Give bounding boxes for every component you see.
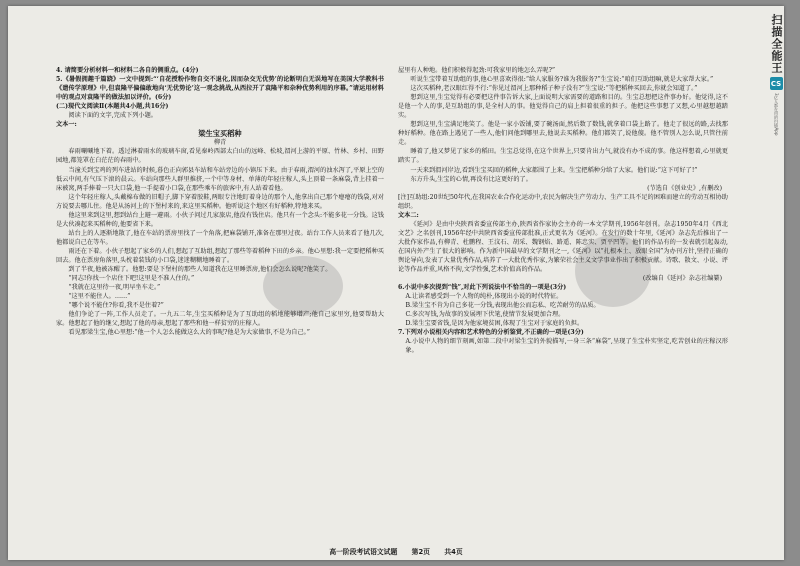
reading-instruction: 阅读下面的文字,完成下列小题。 — [68, 112, 157, 120]
story-paragraph: 这个年轻庄稼人,头戴棉布做的旧帽子,脚下穿着胶鞋,两眼专注地盯着身边的那个人,他拿出自己那个瘪瘪的钱袋,对对方说要去哪儿住。他是从汤河上的下堡村来的,来这里买稻种。他听说这个地区有好稻种,特地来买。 — [56, 193, 384, 210]
exam-page — [8, 6, 784, 560]
story-paragraph: 他这里来到这里,想到站台上避一避雨。小伙子问过几家旅店,他没有钱住店。他只有一个念头:不能多花一分钱。这钱是大伙凑起来买稻种的,他要省下来。 — [56, 211, 384, 228]
story-dialogue: “这里不能住人。……” — [68, 293, 131, 301]
footer-title: 高一阶段考试语文试题 — [329, 548, 398, 556]
watermark-brand: 扫描全能王 — [770, 14, 783, 74]
question-5: 5.《暑假拥趣千篇跷》一文中提到:“‘自花授粉作物自交不退化,因而杂交无优势’的论断明白无误地写在美国大学教科书《遗传学原理》中,但袁隆平偏偏敢地向‘无优势论’这一观念挑战,从西拉开了袁隆平和杂种优势利用的序幕。”请运用材料中的观点对袁隆平的做法加以评价。(6分) — [56, 76, 384, 102]
story-paragraph: 雨还在下着。小伙子想起了家乡的人们,想起了互助组,想起了那些等着稻种下田的乡亲。他心里想:我一定要把稻种买回去。他在票房角落里,头枕着装钱的小口袋,迷迷糊糊地睡着了。 — [56, 247, 384, 264]
excerpt-source: (节选自《创业史》,有删改) — [647, 184, 722, 192]
story-paragraph: 站台上的人逐渐地散了,他在车站的票房里找了一个角落,把麻袋铺开,准备在那里过夜。站台工作人员来看了他几次,他都说自己在等车。 — [56, 229, 384, 246]
camscanner-logo-icon: CS — [770, 77, 783, 90]
q6-option-b: B.梁生宝不肯为自己多花一分钱,表现出他公而忘私、吃苦耐劳的品质。 — [405, 302, 600, 310]
story-paragraph: 春雨唰唰地下着。透过淋着雨水的玻璃车窗,看见秦岭西部太白山的远峰、松坡,渭河上游的平原、竹林、乡村、田野园地,都笼罩在白茫茫的春雨中。 — [56, 148, 384, 165]
text1-label: 文本一: — [56, 121, 77, 129]
text2-source: (改编自《延河》杂志社编纂) — [642, 275, 722, 283]
story-paragraph: 这次买稻种,老汉眼红得不行:“你见过渭河上那种稻子种子没有?”生宝说:“等把稻种买回去,你就会知道了。” — [410, 85, 698, 93]
story-dialogue: “同志!你找一个店住下吧!这里是不准人住的。” — [68, 275, 195, 283]
story-paragraph: 屋里有人种地。他们积极得起劲:可我家里的地怎么弄呢?” — [398, 67, 556, 74]
watermark-tagline: 3亿人都在用的扫描App — [774, 93, 779, 136]
story-dialogue: “哪个说不能住?你看,我不是住着?” — [68, 302, 164, 310]
story-author: 柳青 — [213, 139, 227, 147]
question-6: 6.小说中多次提到“钱”,对此下列说法中不恰当的一项是(3分) — [398, 284, 567, 292]
story-paragraph: 一天来到渭河岸边,看到生宝买回的稻种,大家都围了上来。生宝把稻种分给了大家。他们说:“这下可好了!” — [410, 166, 698, 174]
story-paragraph: 当潼关到宝鸡的列车进站的时候,暮色正向郭县车站和车站旁边的小镇压下来。由于春雨,渭河的浊水泻了,平原上空的低云中间,有气压下滚的晨云。车站向那些人群里推挤,一个中等身材、单薄的年轻庄稼人,头上顶着一条麻袋,背上挂着一床被窝,两手捧着一只大口袋,他一手提着小口袋,在那些乘车的旅客中,有人站着看他。 — [56, 166, 384, 192]
story-paragraph: 听说生宝带着互助组的事,他心里喜欢得很:“给人家服务?谁为我服务?”生宝说:“咱们互助组嘛,就是大家帮大家。” — [410, 76, 714, 84]
footer-total: 共4页 — [444, 548, 463, 556]
story-paragraph: 想到这里,生宝觉得有必要把这件事告诉大家,上面说明大家需要的道路和目的。生宝总想把这件事办好。他觉得,这不是他一个人的事,是互助组的事,是全村人的事。他觉得自己的肩上担着很重的担子。他把这些事想了又想,心里越想越踏实。 — [398, 94, 728, 120]
q6-option-a: A.让读者感受到一个人物的纯朴,体现出小说的时代特征。 — [405, 293, 563, 301]
camscanner-watermark — [768, 14, 784, 162]
page-footer — [8, 546, 784, 556]
left-column — [56, 66, 384, 337]
story-paragraph: 想到这里,生宝满足地笑了。他是一家小饭铺,要了碗汤面,然后数了数钱,就拿着口袋上路了。他走了很远的路,去找那种好稻种。他在路上遇见了一些人,他们问他到哪里去,他说去买稻种。他们都笑了,说他傻。他不管别人怎么说,只管往前走。 — [398, 121, 728, 147]
story-title: 梁生宝买稻种 — [198, 129, 242, 139]
story-paragraph: 睡着了,他又梦见了家乡的稻田。生宝总觉得,在这个世界上,只要肯出力气,就没有办不成的事。他这样想着,心里就更踏实了。 — [398, 148, 728, 165]
section-heading: (二)现代文阅读Ⅱ(本题共4小题,共16分) — [56, 103, 169, 111]
question-4: 4. 请简要分析材料一和材料二各自的侧重点。(4分) — [56, 67, 199, 74]
footer-page: 第2页 — [411, 548, 430, 556]
story-paragraph: 到了半夜,他被冻醒了。他想:要是下堡村的那些人知道我在这里睡票房,他们会怎么说呢?他笑了。 — [68, 266, 332, 274]
footnote: [注]互助组:20世纪50年代,在我国农业合作化运动中,农民为解决生产劳动力、生产工具不足的困难而建立的劳动互相协助组织。 — [398, 193, 728, 210]
question-7: 7.下列对小说相关内容和艺术特色的分析鉴赏,不正确的一项是(3分) — [398, 329, 584, 337]
text2-body: 《延河》是由中央陕西省委宣传部主办,陕西省作家协会主办的一本文学期刊,1956年创刊。杂志1950年4月《西北文艺》之名创刊,1956年经中共陕西省委宣传部批准,正式更名为《延河》。在发行的数十年里,《延河》杂志先后推出了一大批作家作品,有柳青、杜鹏程、王汶石、胡采、魏钢焰、路遥、陈忠实、贾平凹等。他们的作品有的一发表就引起轰动,在国内外产生了很大的影响。作为新中国最早的文学期刊之一,《延河》以“扎根本土、放眼全国”为办刊方针,坚持正确的舆论导向,发表了大量优秀作品,培养了一大批优秀作家,为繁荣社会主义文学事业作出了积极贡献。诗歌、散文、小说、评论等作品并重,风格不拘,文学性强,艺术价值高的作品。 — [398, 220, 728, 274]
story-paragraph: 东方升头,生宝的心情,再没有比这更好的了。 — [410, 175, 532, 183]
right-column — [398, 66, 728, 356]
story-paragraph: 看见那梁生宝,他心里想:“他一个人怎么能做这么大的事呢?他是为大家做事,不是为自己。” — [68, 329, 310, 337]
q6-option-c: C.多次写钱,为故事的发展埋下伏笔,使情节发展更加合理。 — [405, 311, 565, 319]
q7-option-a: A.小说中人物的细节刻画,如第二段中对梁生宝的外貌描写,一身三条“麻袋”,呈现了生宝朴实坚定,吃苦创业的庄稼汉形象。 — [405, 338, 728, 355]
q6-option-d: D.梁生宝要省钱,是因为他家境贫困,体现了生宝对于家庭的负担。 — [405, 320, 584, 328]
text2-label: 文本二: — [398, 211, 419, 219]
story-dialogue: “我就在这里待一夜,明早坐车走。” — [68, 284, 161, 292]
story-paragraph: 他们争论了一阵,工作人员走了。一九五二年,生宝买稻种是为了互助组的稻地能够增产;他自己家里穷,他要帮助大家。他想起了他的继父,想起了他的母亲,想起了那些和他一样贫穷的庄稼人。 — [56, 311, 384, 328]
